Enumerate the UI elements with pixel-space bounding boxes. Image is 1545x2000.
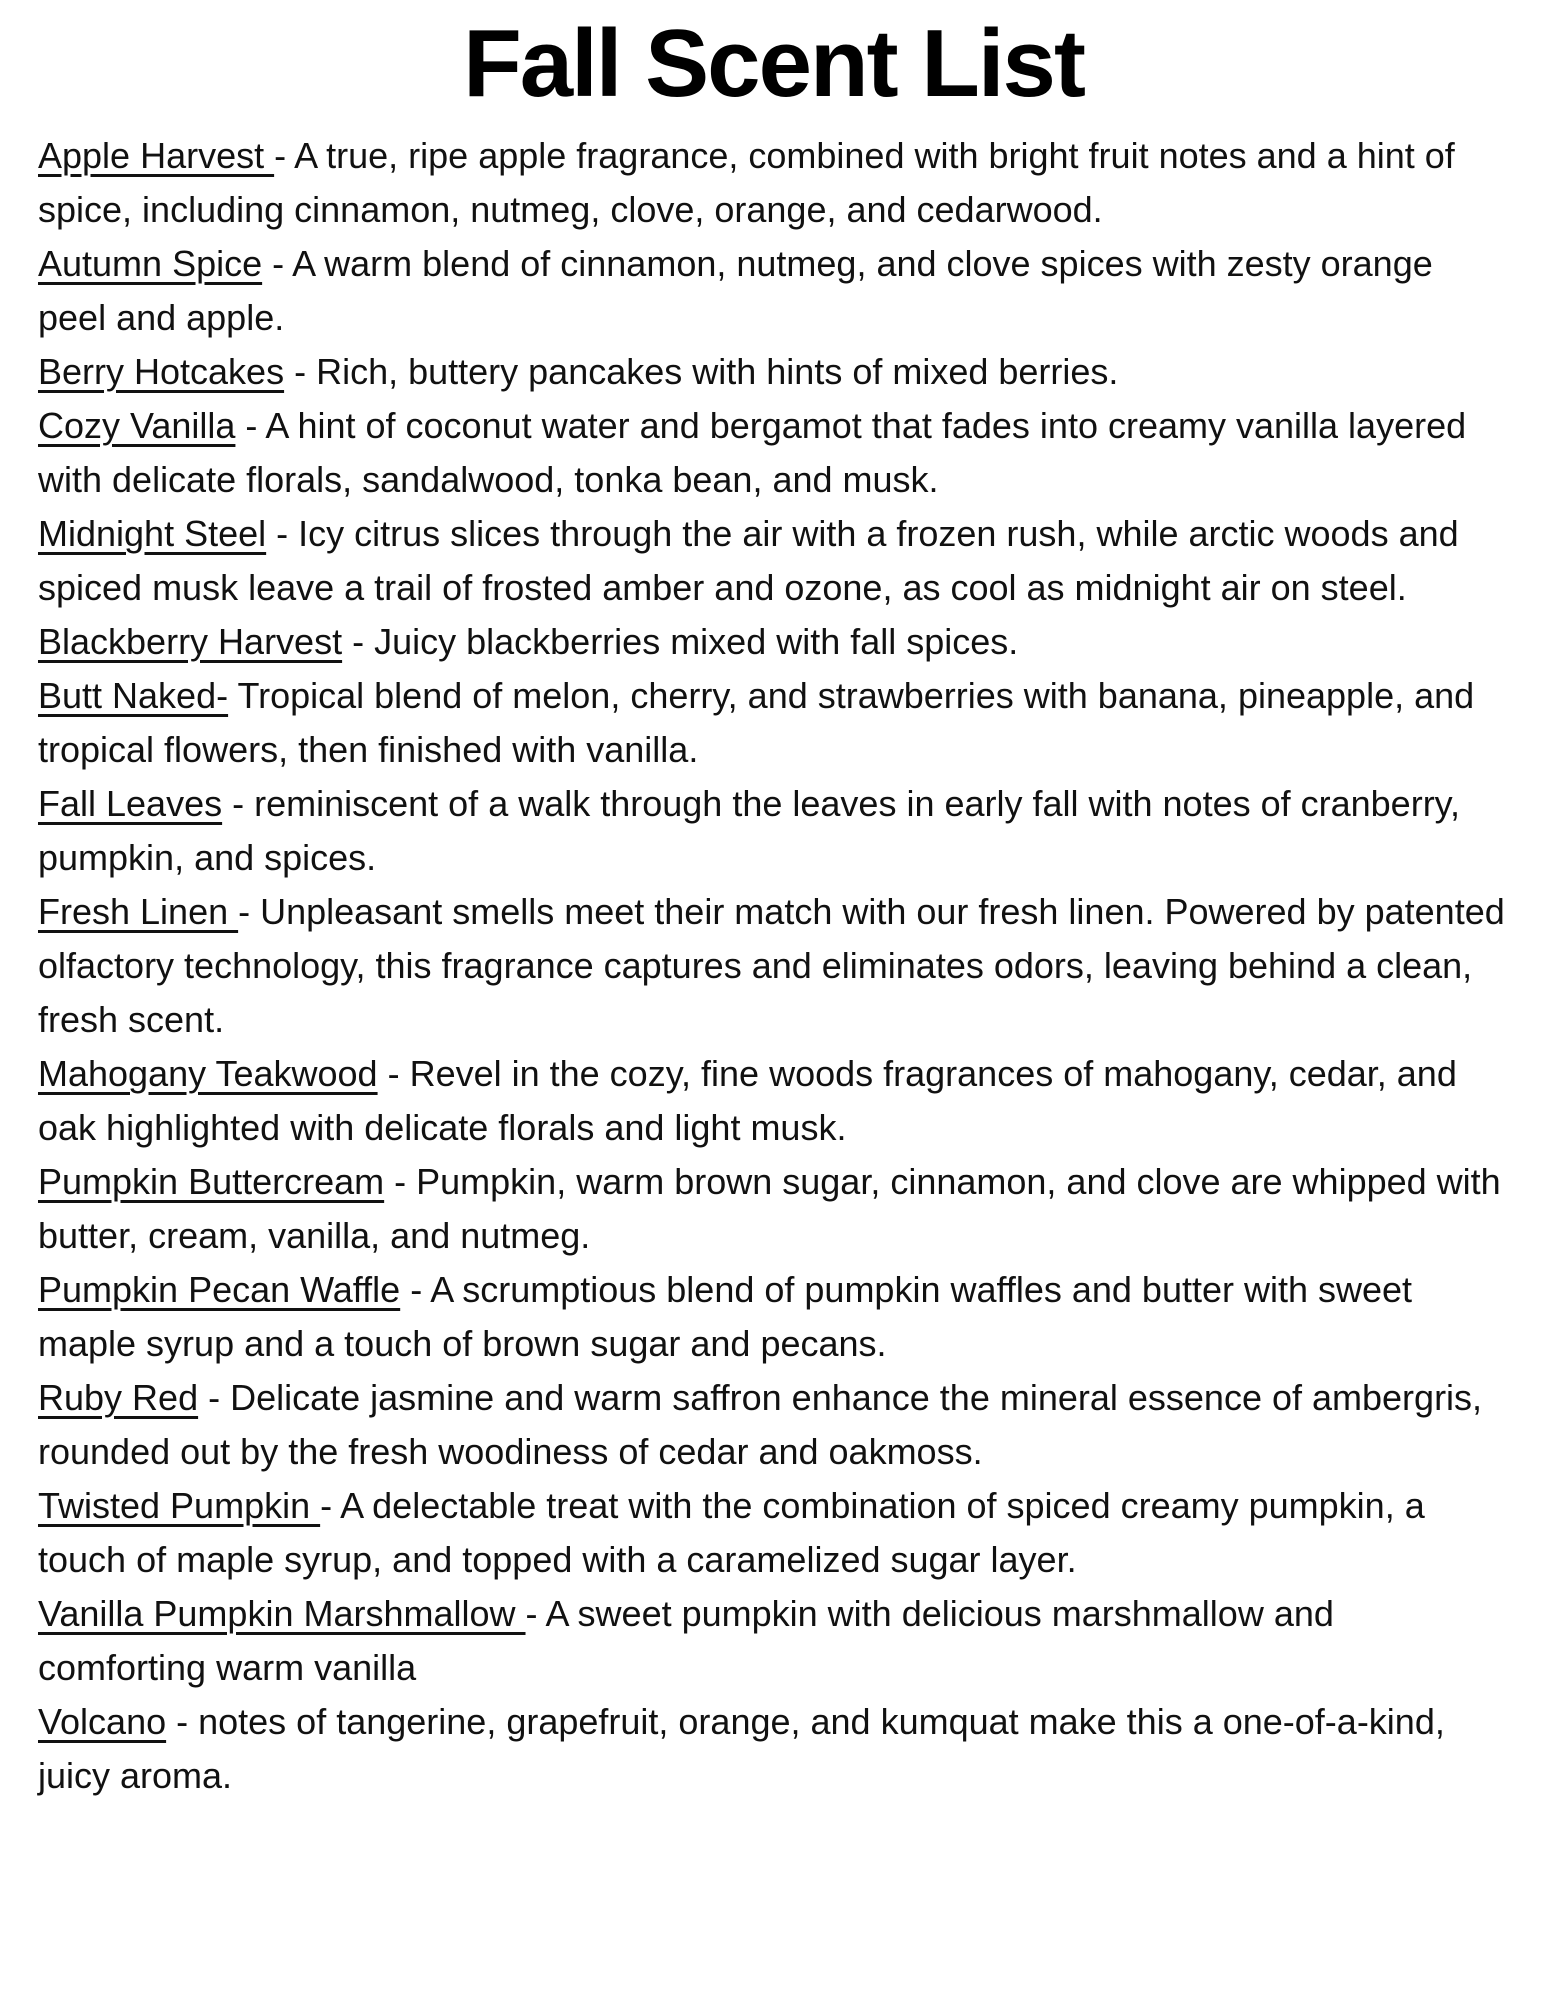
scent-description: - A delectable treat with the combination of spiced creamy pumpkin, a touch of maple syrup, and topped with a caramelized sugar layer. [38,1484,1435,1580]
scent-list [38,129,1515,1803]
page-title: Fall Scent List [463,10,1084,117]
scent-description: - A hint of coconut water and bergamot that fades into creamy vanilla layered with delicate florals, sandalwood, tonka bean, and musk. [38,404,1477,500]
scent-description: - Unpleasant smells meet their match with our fresh linen. Powered by patented olfactory technology, this fragrance captures and eliminates odors, leaving behind a clean, fresh scent. [38,890,1515,1040]
scent-description: - Pumpkin, warm brown sugar, cinnamon, and clove are whipped with butter, cream, vanilla, and nutmeg. [38,1160,1511,1256]
scent-name: Blackberry Harvest [38,620,343,662]
scent-name: Apple Harvest [38,134,275,176]
scent-entry [38,1263,1509,1371]
scent-entry [38,1695,1509,1803]
scent-entry [38,1047,1509,1155]
scent-entry [38,1587,1509,1695]
scent-name: Midnight Steel [38,512,267,554]
scent-entry [38,237,1509,345]
scent-description: - Juicy blackberries mixed with fall spices. [342,620,1019,662]
scent-name: Ruby Red [38,1376,199,1418]
scent-entry [38,885,1515,1047]
scent-name: Berry Hotcakes [38,350,285,392]
scent-entry [38,345,1509,399]
scent-name: Pumpkin Pecan Waffle [38,1268,401,1310]
scent-name: Cozy Vanilla [38,404,236,446]
scent-description: - Icy citrus slices through the air with a frozen rush, while arctic woods and spiced musk leave a trail of frosted amber and ozone, as cool as midnight air on steel. [38,512,1469,608]
scent-entry [38,507,1509,615]
scent-name: Fresh Linen [38,890,239,932]
scent-description: - A scrumptious blend of pumpkin waffles and butter with sweet maple syrup and a touch of brown sugar and pecans. [38,1268,1423,1364]
scent-entry [38,1479,1509,1587]
scent-name: Autumn Spice [38,242,263,284]
scent-description: - A true, ripe apple fragrance, combined with bright fruit notes and a hint of spice, including cinnamon, nutmeg, clove, orange, and cedarwood. [38,134,1465,230]
scent-entry [38,1371,1509,1479]
scent-entry [38,777,1509,885]
scent-description: - notes of tangerine, grapefruit, orange, and kumquat make this a one-of-a-kind, juicy aroma. [38,1700,1455,1796]
scent-name: Twisted Pumpkin [38,1484,321,1526]
scent-name: Fall Leaves [38,782,223,824]
scent-name: Mahogany Teakwood [38,1052,378,1094]
scent-description: - Revel in the cozy, fine woods fragrances of mahogany, cedar, and oak highlighted with delicate florals and light musk. [38,1052,1467,1148]
scent-entry [38,669,1509,777]
scent-description: - A warm blend of cinnamon, nutmeg, and clove spices with zesty orange peel and apple. [38,242,1443,338]
scent-entry [38,129,1509,237]
scent-name: Vanilla Pumpkin Marshmallow [38,1592,526,1634]
scent-description: - A sweet pumpkin with delicious marshmallow and comforting warm vanilla [38,1592,1344,1688]
scent-description: Tropical blend of melon, cherry, and strawberries with banana, pineapple, and tropical flowers, then finished with vanilla. [38,674,1485,770]
scent-entry [38,399,1509,507]
scent-name: Butt Naked- [38,674,229,716]
scent-name: Pumpkin Buttercream [38,1160,385,1202]
scent-entry [38,615,1509,669]
scent-description: - Rich, buttery pancakes with hints of mixed berries. [284,350,1119,392]
scent-description: - reminiscent of a walk through the leaves in early fall with notes of cranberry, pumpkin, and spices. [38,782,1471,878]
scent-name: Volcano [38,1700,167,1742]
scent-entry [38,1155,1509,1263]
scent-description: - Delicate jasmine and warm saffron enhance the mineral essence of ambergris, rounded out by the fresh woodiness of cedar and oakmoss. [38,1376,1493,1472]
